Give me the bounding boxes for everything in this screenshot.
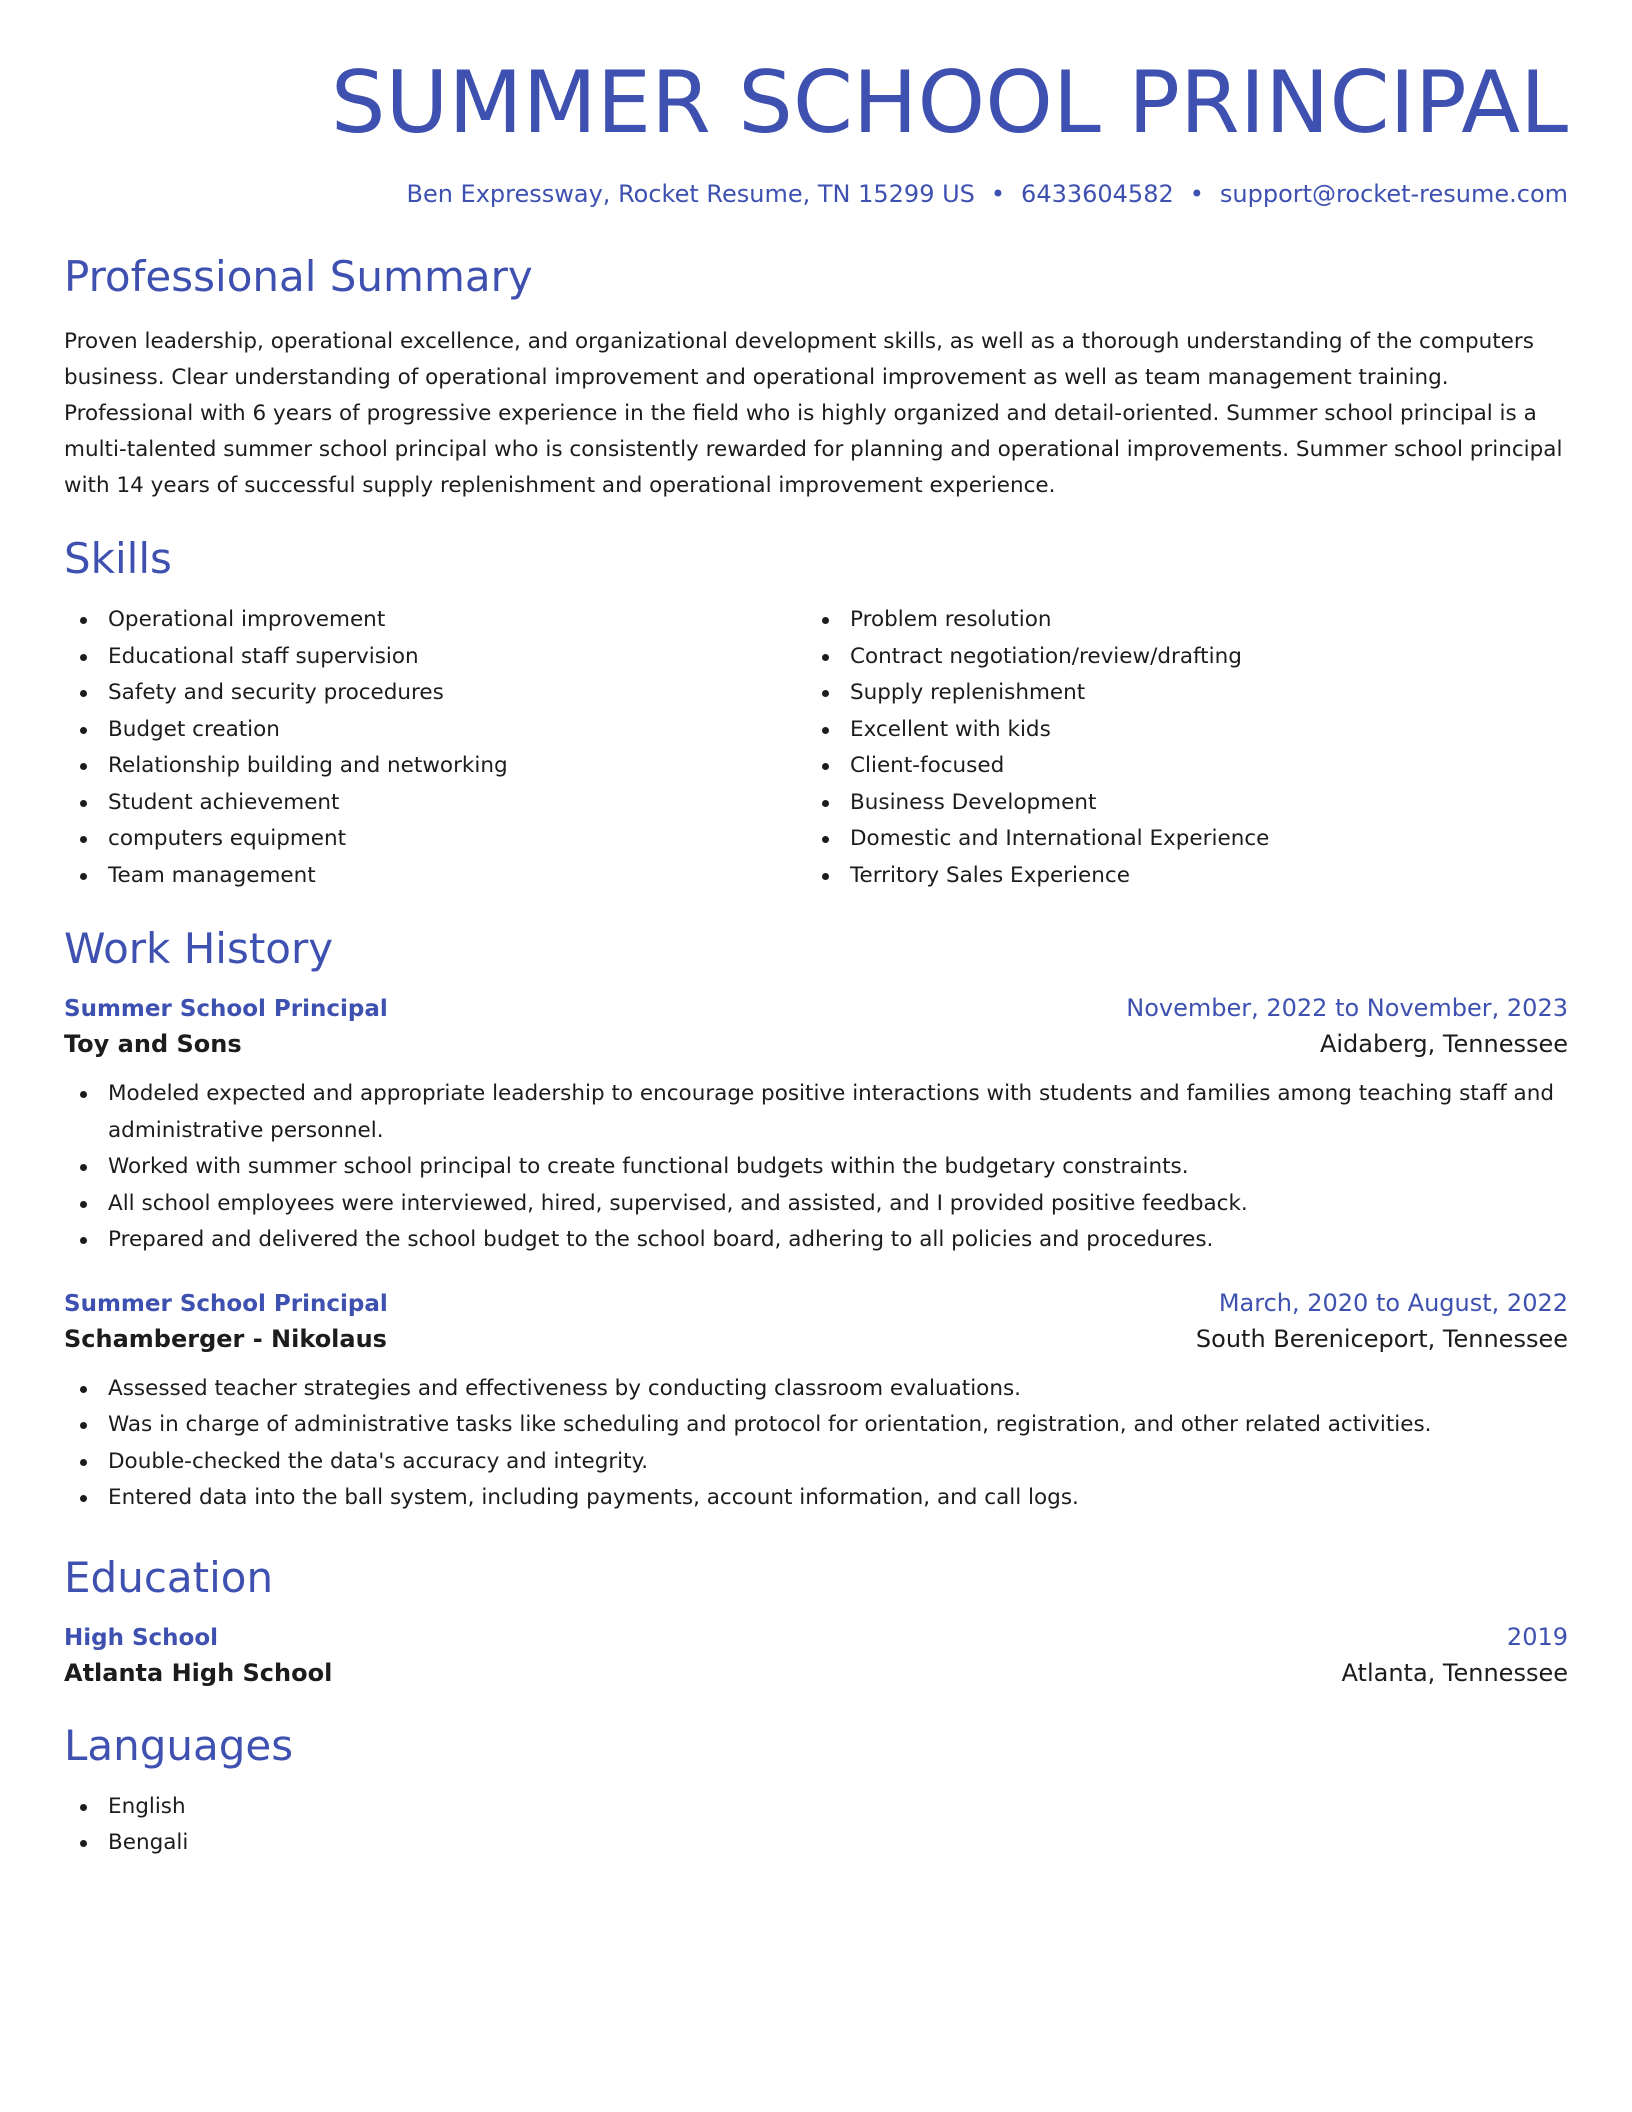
contact-address: Ben Expressway, Rocket Resume, TN 15299 US	[406, 180, 975, 208]
job-bullets	[64, 1371, 1568, 1517]
skill-item: Safety and security procedures	[64, 675, 806, 712]
education-school: Atlanta High School	[64, 1658, 333, 1687]
resume-name: SUMMER SCHOOL PRINCIPAL	[330, 53, 1568, 153]
job-bullet: Entered data into the ball system, including payments, account information, and call logs.	[64, 1480, 1568, 1517]
summary-text: Proven leadership, operational excellence, and organizational development skills, as well as a thorough understanding of the computers business. Clear understanding of operational improvement and operational improvement as well as team management training. Professional with 6 years of progressive experience in the field who is highly organized and detail-oriented. Summer school principal is a multi-talented summer school principal who is consistently rewarded for planning and operational improvements. Summer school principal with 14 years of successful supply replenishment and operational improvement experience.	[64, 329, 1563, 498]
job-bullet: Prepared and delivered the school budget to the school board, adhering to all policies and procedures.	[64, 1222, 1568, 1259]
education-degree: High School	[64, 1624, 219, 1651]
skill-item: Contract negotiation/review/drafting	[806, 639, 1548, 676]
job-bullet: All school employees were interviewed, hired, supervised, and assisted, and I provided positive feedback.	[64, 1186, 1568, 1223]
skills-list	[64, 602, 1568, 894]
contact-line	[64, 180, 1568, 208]
education-heading: Education	[64, 1552, 274, 1602]
contact-phone[interactable]: 6433604582	[1021, 180, 1174, 208]
job-title: Summer School Principal	[64, 1290, 388, 1317]
skill-item: Educational staff supervision	[64, 639, 806, 676]
education-location: Atlanta, Tennessee	[1341, 1658, 1568, 1687]
job-dates: November, 2022 to November, 2023	[1126, 994, 1568, 1022]
education-year: 2019	[1506, 1622, 1568, 1651]
skills-column-left	[64, 602, 806, 894]
skills-heading: Skills	[64, 534, 172, 583]
skill-item: Relationship building and networking	[64, 748, 806, 785]
skill-item: Territory Sales Experience	[806, 858, 1548, 895]
job-subheader	[64, 1325, 1568, 1353]
job-bullet: Double-checked the data's accuracy and integrity.	[64, 1444, 1568, 1481]
job-bullet: Worked with summer school principal to create functional budgets within the budgetary constraints.	[64, 1149, 1568, 1186]
job-location: Aidaberg, Tennessee	[1319, 1030, 1568, 1058]
contact-email[interactable]: support@rocket-resume.com	[1219, 180, 1568, 208]
skill-item: Excellent with kids	[806, 712, 1548, 749]
skill-item: Budget creation	[64, 712, 806, 749]
education-subheader	[64, 1659, 1568, 1687]
languages-list	[64, 1789, 1568, 1862]
skill-item: Domestic and International Experience	[806, 821, 1548, 858]
job-header	[64, 994, 1568, 1022]
job-bullet: Assessed teacher strategies and effectiveness by conducting classroom evaluations.	[64, 1371, 1568, 1408]
education-header	[64, 1623, 1568, 1651]
skill-item: Business Development	[806, 785, 1548, 822]
skill-item: Supply replenishment	[806, 675, 1548, 712]
education-entry	[64, 1623, 1568, 1687]
job-header	[64, 1289, 1568, 1317]
skill-item: Client-focused	[806, 748, 1548, 785]
skill-item: Operational improvement	[64, 602, 806, 639]
languages-heading: Languages	[64, 1720, 294, 1770]
job-entry	[64, 1289, 1568, 1517]
job-bullet: Modeled expected and appropriate leadership to encourage positive interactions with students and families among teaching staff and administrative personnel.	[64, 1076, 1568, 1149]
summary-heading: Professional Summary	[64, 252, 533, 301]
skill-item: Team management	[64, 858, 806, 895]
resume-page	[64, 0, 1568, 1862]
skill-item: Problem resolution	[806, 602, 1548, 639]
contact-separator: •	[990, 180, 1006, 208]
skill-item: Student achievement	[64, 785, 806, 822]
language-item: English	[64, 1789, 1568, 1826]
job-dates: March, 2020 to August, 2022	[1218, 1288, 1568, 1317]
job-subheader	[64, 1030, 1568, 1058]
skills-column-right	[806, 602, 1548, 894]
job-location: South Bereniceport, Tennessee	[1195, 1324, 1568, 1353]
job-bullets	[64, 1076, 1568, 1259]
job-company: Toy and Sons	[64, 1030, 242, 1058]
contact-separator: •	[1189, 180, 1204, 208]
work-history-heading: Work History	[64, 924, 334, 973]
language-item: Bengali	[64, 1825, 1568, 1862]
job-title: Summer School Principal	[64, 996, 388, 1022]
job-bullet: Was in charge of administrative tasks like scheduling and protocol for orientation, registration, and other related activities.	[64, 1407, 1568, 1444]
job-entry	[64, 994, 1568, 1259]
job-company: Schamberger - Nikolaus	[64, 1324, 387, 1353]
skill-item: computers equipment	[64, 821, 806, 858]
